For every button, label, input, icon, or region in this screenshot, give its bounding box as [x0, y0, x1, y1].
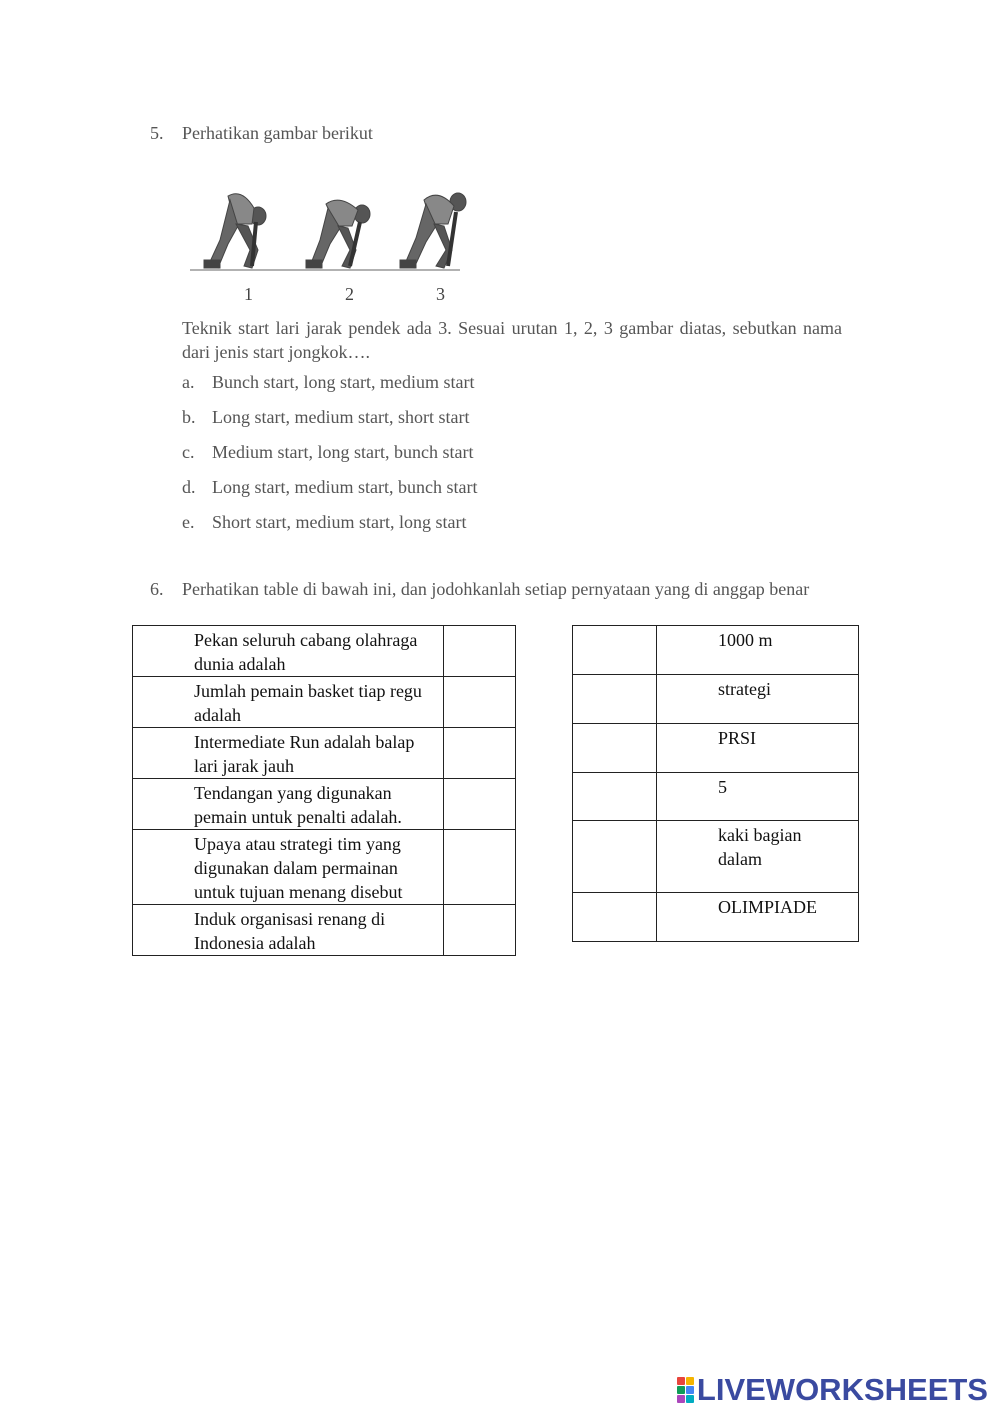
option-text: Long start, medium start, short start	[212, 407, 470, 427]
drop-target-5[interactable]	[444, 830, 516, 905]
figure-label-3: 3	[436, 284, 445, 304]
match-target-5[interactable]	[573, 821, 657, 893]
option-e[interactable]	[182, 510, 466, 534]
option-text: Bunch start, long start, medium start	[212, 372, 475, 392]
option-a[interactable]	[182, 370, 474, 394]
answer-1[interactable]: 1000 m	[718, 630, 773, 650]
statement-4: Tendangan yang digunakan pemain untuk penalti adalah.	[194, 783, 402, 827]
answer-3[interactable]: PRSI	[718, 728, 757, 748]
runner-2-image	[306, 200, 370, 268]
drop-target-4[interactable]	[444, 779, 516, 830]
drop-target-6[interactable]	[444, 905, 516, 956]
option-letter: d.	[182, 477, 196, 497]
answer-5[interactable]: kaki bagian dalam	[718, 825, 802, 869]
option-letter: a.	[182, 372, 195, 392]
question-5-prompt: Perhatikan gambar berikut	[182, 123, 373, 143]
crouch-start-figure	[190, 180, 470, 308]
match-target-1[interactable]	[573, 626, 657, 675]
option-text: Short start, medium start, long start	[212, 512, 467, 532]
drop-target-1[interactable]	[444, 626, 516, 677]
question-5-body: Teknik start lari jarak pendek ada 3. Sesuai urutan 1, 2, 3 gambar diatas, sebutkan nama dari jenis start jongkok….	[182, 318, 842, 362]
match-target-3[interactable]	[573, 724, 657, 773]
option-text: Medium start, long start, bunch start	[212, 442, 474, 462]
answer-6[interactable]: OLIMPIADE	[718, 897, 817, 917]
statement-1: Pekan seluruh cabang olahraga dunia adalah	[194, 630, 418, 674]
figure-label-2: 2	[345, 284, 354, 304]
option-b[interactable]	[182, 405, 469, 429]
statement-6: Induk organisasi renang di Indonesia adalah	[194, 909, 386, 953]
answer-4[interactable]: 5	[718, 777, 727, 797]
question-6-prompt: Perhatikan table di bawah ini, dan jodohkanlah setiap pernyataan yang di anggap benar	[182, 579, 810, 599]
option-text: Long start, medium start, bunch start	[212, 477, 478, 497]
match-target-4[interactable]	[573, 773, 657, 821]
match-target-2[interactable]	[573, 675, 657, 724]
logo-text: LIVEWORKSHEETS	[696, 1372, 988, 1407]
option-c[interactable]	[182, 440, 473, 464]
option-letter: b.	[182, 407, 196, 427]
question-6-number: 6.	[150, 579, 164, 599]
match-target-6[interactable]	[573, 893, 657, 942]
runner-3-image	[400, 193, 466, 268]
statement-2: Jumlah pemain basket tiap regu adalah	[194, 681, 422, 725]
statement-3: Intermediate Run adalah balap lari jarak jauh	[194, 732, 415, 776]
runner-1-image	[204, 194, 266, 268]
drop-target-2[interactable]	[444, 677, 516, 728]
option-letter: e.	[182, 512, 195, 532]
figure-label-1: 1	[244, 284, 253, 304]
statement-5: Upaya atau strategi tim yang digunakan dalam permainan untuk tujuan menang disebut	[194, 834, 403, 902]
answers-table	[572, 625, 859, 942]
question-5-number: 5.	[150, 123, 164, 143]
logo-mark-icon	[677, 1377, 694, 1403]
answer-2[interactable]: strategi	[718, 679, 771, 699]
liveworksheets-logo	[677, 1374, 988, 1406]
option-letter: c.	[182, 442, 195, 462]
option-d[interactable]	[182, 475, 477, 499]
drop-target-3[interactable]	[444, 728, 516, 779]
statements-table	[132, 625, 516, 956]
